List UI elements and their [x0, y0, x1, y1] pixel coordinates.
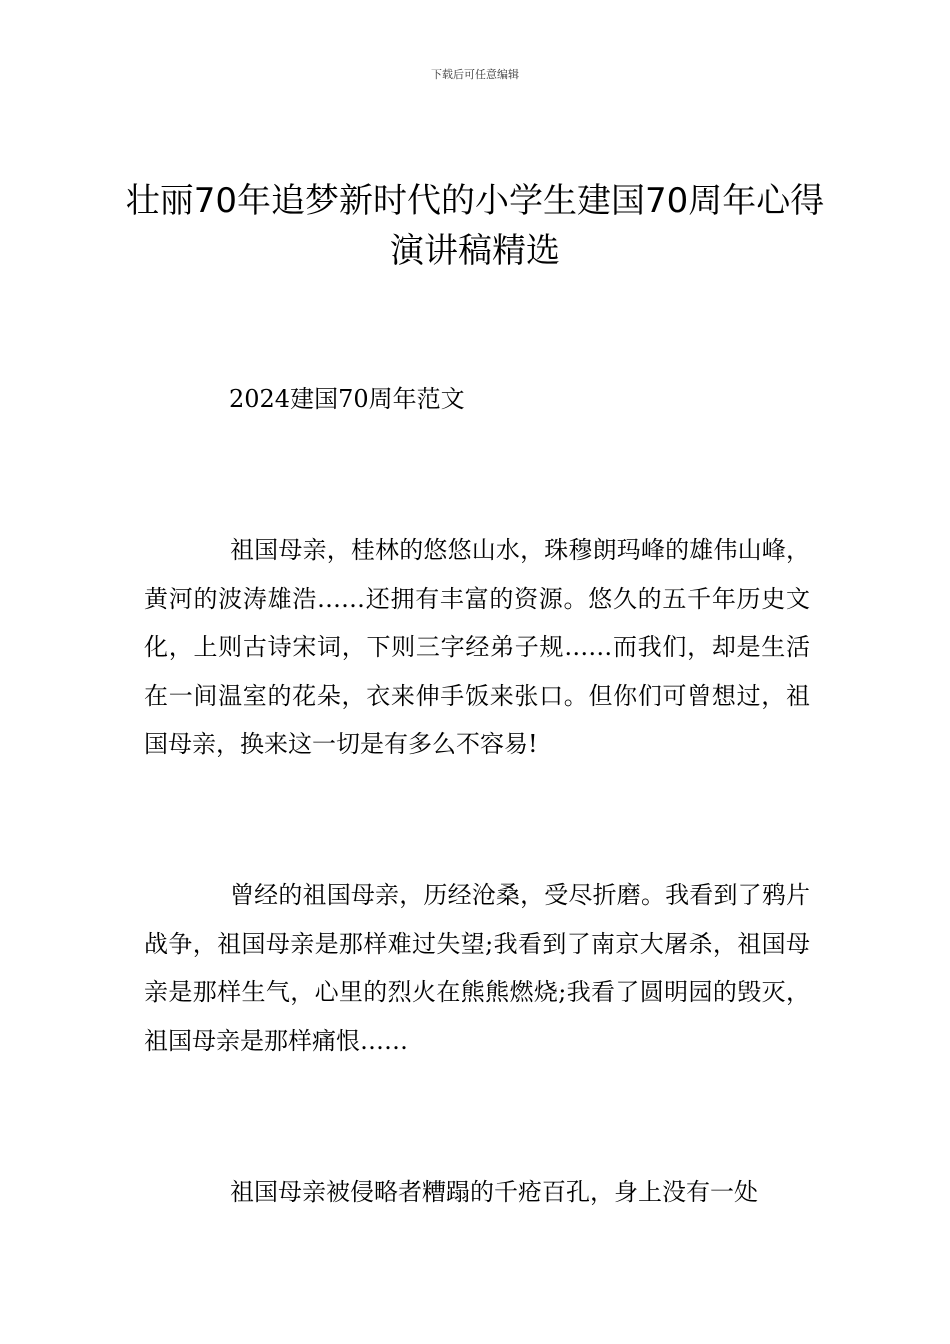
document-title: 壮丽70年追梦新时代的小学生建国70周年心得演讲稿精选 [125, 181, 825, 271]
paragraph-1: 祖国母亲，桂林的悠悠山水，珠穆朗玛峰的雄伟山峰，黄河的波涛雄浩……还拥有丰富的资源。悠久的五千年历史文化，上则古诗宋词，下则三字经弟子规……而我们，却是生活在一间温室的花朵，衣来伸手饭来张口。但你们可曾想过，祖国母亲，换来这一切是有多么不容易! [144, 536, 810, 758]
header-note: 下载后可任意编辑 [431, 68, 519, 81]
document-subtitle: 2024建国70周年范文 [229, 385, 465, 413]
paragraph-2: 曾经的祖国母亲，历经沧桑，受尽折磨。我看到了鸦片战争，祖国母亲是那样难过失望;我看到了南京大屠杀，祖国母亲是那样生气，心里的烈火在熊熊燃烧;我看了圆明园的毁灭，祖国母亲是那样痛恨…… [144, 881, 810, 1055]
paragraph-3: 祖国母亲被侵略者糟蹋的千疮百孔，身上没有一处 [230, 1178, 758, 1206]
